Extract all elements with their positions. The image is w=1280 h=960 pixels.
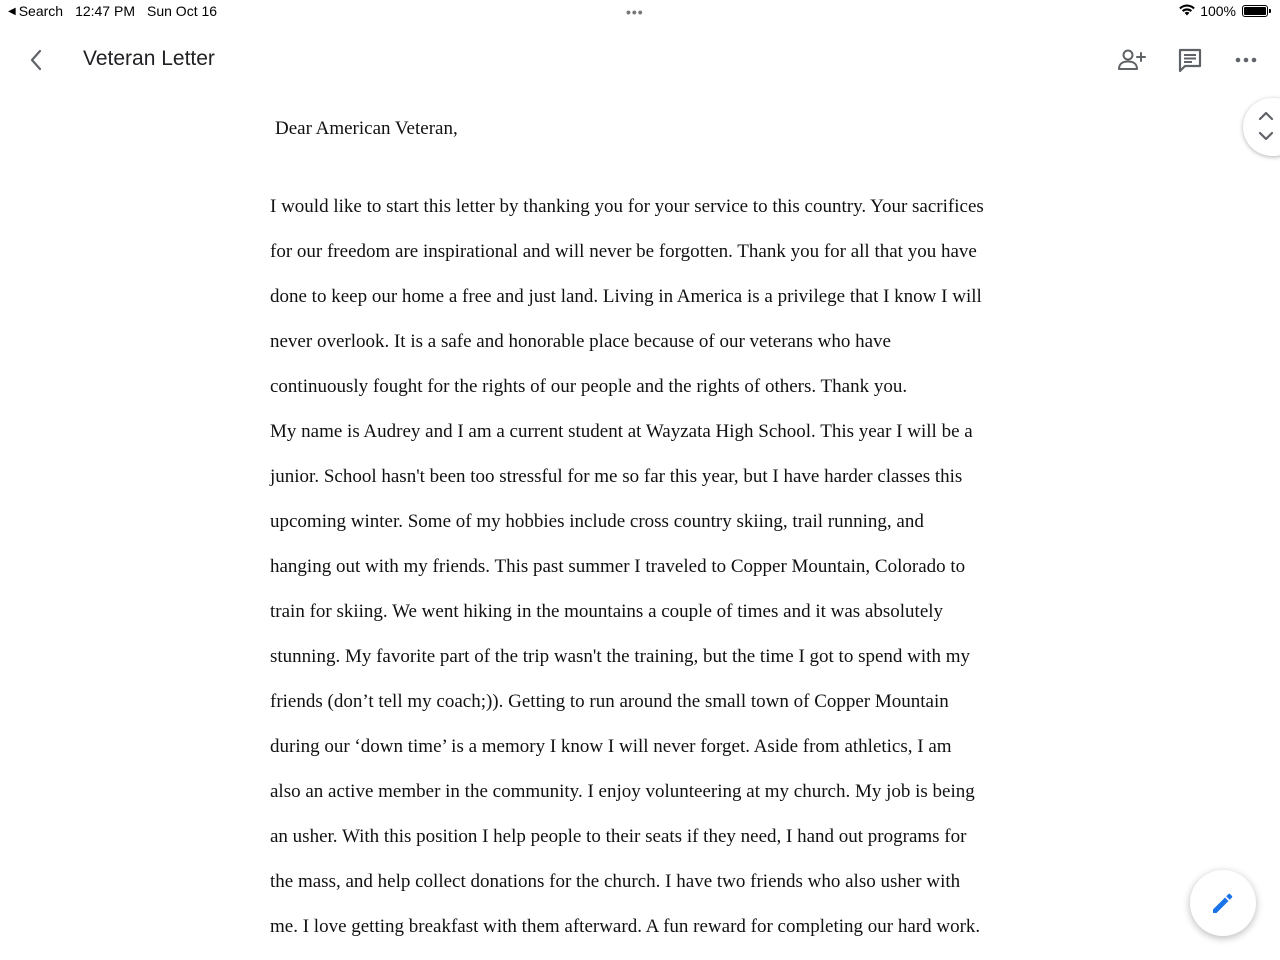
document-line: train for skiing. We went hiking in the mountains a couple of times and it was absolutely xyxy=(270,601,944,622)
more-options-icon xyxy=(1235,57,1257,63)
back-button[interactable] xyxy=(22,46,50,74)
scroll-up-down-icon xyxy=(1255,108,1275,144)
multitasking-dots-icon[interactable]: ••• xyxy=(626,4,644,20)
scroll-handle[interactable] xyxy=(1243,98,1280,156)
document-line: the mass, and help collect donations for the church. I have two friends who also usher with xyxy=(270,871,961,892)
salutation: Dear American Veteran, xyxy=(275,118,458,139)
document-line: I would like to start this letter by thanking you for your service to this country. Your sacrifices xyxy=(270,196,984,217)
document-line: during our ‘down time’ is a memory I know I will never forget. Aside from athletics, I am xyxy=(270,736,952,757)
document-line: My name is Audrey and I am a current student at Wayzata High School. This year I will be a xyxy=(270,421,973,442)
battery-icon xyxy=(1242,5,1268,17)
edit-pencil-icon xyxy=(1210,890,1236,916)
share-button[interactable] xyxy=(1116,44,1148,76)
toolbar xyxy=(0,36,1280,82)
comment-icon xyxy=(1177,47,1203,73)
status-right xyxy=(1178,3,1268,19)
more-options-button[interactable] xyxy=(1230,44,1262,76)
document-line: stunning. My favorite part of the trip wasn't the training, but the time I got to spend with my xyxy=(270,646,970,667)
document-line: done to keep our home a free and just land. Living in America is a privilege that I know I will xyxy=(270,286,982,307)
document-line: friends (don’t tell my coach;)). Getting to run around the small town of Copper Mountain xyxy=(270,691,949,712)
document-title: Veteran Letter xyxy=(83,47,215,70)
document-line: an usher. With this position I help people to their seats if they need, I hand out programs for xyxy=(270,826,967,847)
document-line: never overlook. It is a safe and honorable place because of our veterans who have xyxy=(270,331,891,352)
edit-button[interactable] xyxy=(1190,870,1256,936)
status-left xyxy=(8,3,217,19)
back-app-label: Search xyxy=(18,3,64,19)
add-person-icon xyxy=(1117,48,1147,72)
back-to-app-link[interactable] xyxy=(8,3,63,19)
document-line: me. I love getting breakfast with them afterward. A fun reward for completing our hard work. xyxy=(270,916,981,937)
document-line: also an active member in the community. I enjoy volunteering at my church. My job is being xyxy=(270,781,975,802)
status-time: 12:47 PM xyxy=(75,3,135,19)
document-line: upcoming winter. Some of my hobbies include cross country skiing, trail running, and xyxy=(270,511,924,532)
document-line: continuously fought for the rights of our people and the rights of others. Thank you. xyxy=(270,376,908,397)
comment-button[interactable] xyxy=(1174,44,1206,76)
back-chevron-icon xyxy=(29,49,43,71)
document-line: for our freedom are inspirational and will never be forgotten. Thank you for all that you have xyxy=(270,241,977,262)
battery-percent: 100% xyxy=(1200,3,1236,19)
status-date: Sun Oct 16 xyxy=(147,3,218,19)
wifi-icon xyxy=(1178,3,1196,19)
document-line: hanging out with my friends. This past summer I traveled to Copper Mountain, Colorado to xyxy=(270,556,966,577)
status-bar xyxy=(0,0,1280,24)
back-triangle-icon: ◀ xyxy=(8,5,16,17)
document-line: junior. School hasn't been too stressful for me so far this year, but I have harder classes this xyxy=(270,466,963,487)
